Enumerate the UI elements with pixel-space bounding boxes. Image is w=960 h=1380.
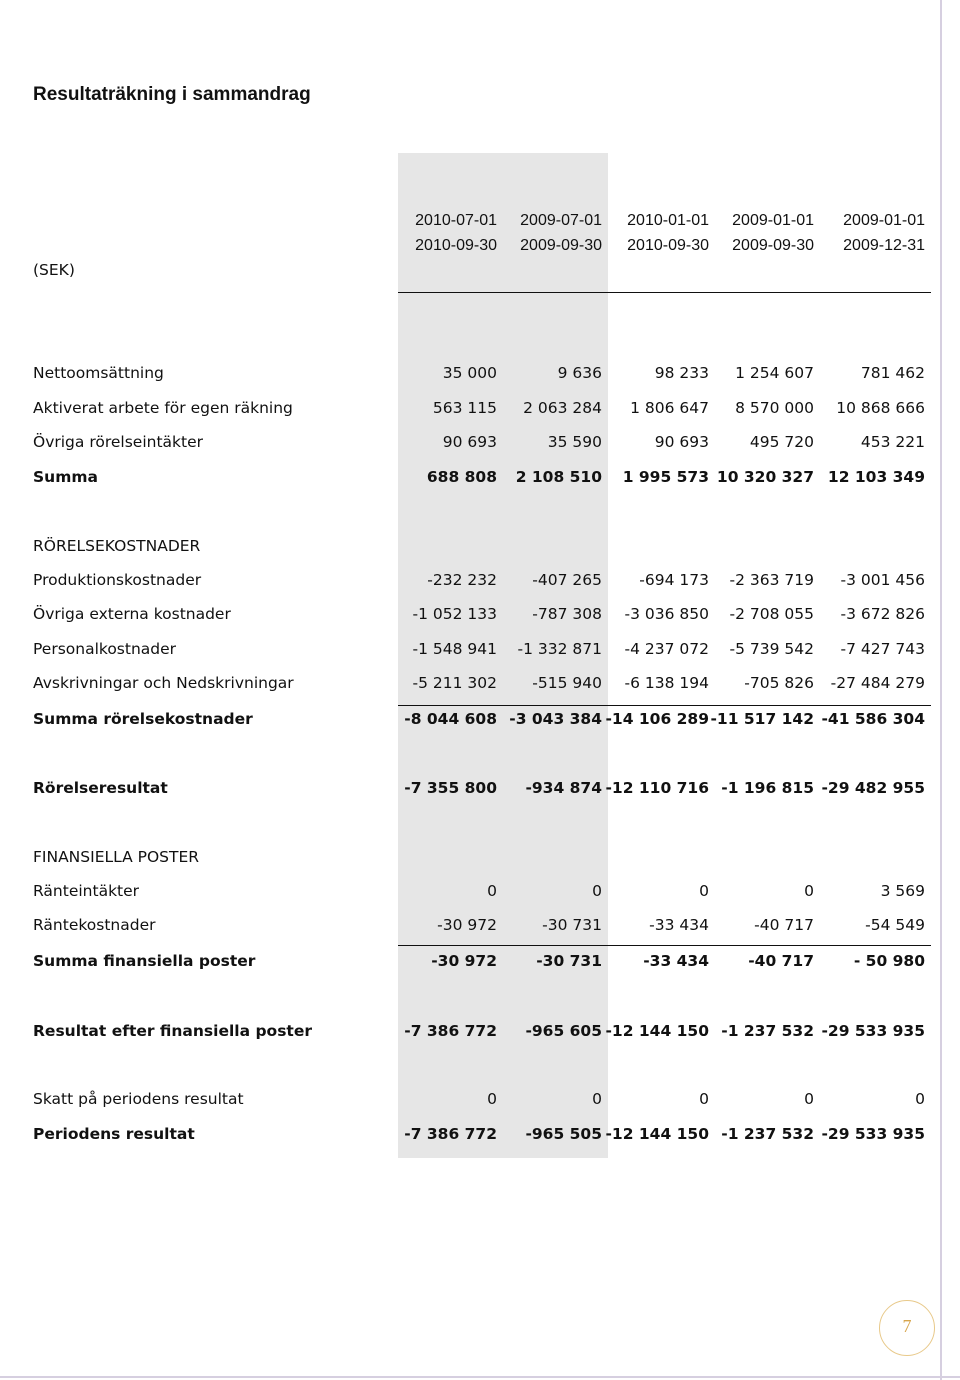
table-cell: -1 332 871 xyxy=(517,640,602,658)
table-cell: 3 569 xyxy=(880,882,925,900)
table-cell: 90 693 xyxy=(654,433,709,451)
table-cell: -1 196 815 xyxy=(721,779,814,797)
row-label: Personalkostnader xyxy=(33,640,177,658)
table-cell: -3 043 384 xyxy=(509,710,602,728)
table-cell: 0 xyxy=(699,882,709,900)
table-cell: -33 434 xyxy=(643,952,709,970)
column-header-3-from: 2010-01-01 xyxy=(627,212,709,229)
row-label: Övriga externa kostnader xyxy=(33,605,231,623)
table-cell: -54 549 xyxy=(865,916,925,934)
column-header-2-to: 2009-09-30 xyxy=(520,237,602,254)
row-label: Nettoomsättning xyxy=(33,364,164,382)
table-cell: 0 xyxy=(915,1090,925,1108)
table-cell: -12 110 716 xyxy=(605,779,709,797)
table-cell: -41 586 304 xyxy=(821,710,925,728)
table-cell: -1 052 133 xyxy=(412,605,497,623)
table-cell: -30 731 xyxy=(542,916,602,934)
column-header-5-from: 2009-01-01 xyxy=(843,212,925,229)
table-cell: 688 808 xyxy=(426,468,497,486)
table-cell: 98 233 xyxy=(654,364,709,382)
table-cell: 0 xyxy=(804,882,814,900)
table-cell: -3 672 826 xyxy=(840,605,925,623)
table-cell: -2 363 719 xyxy=(729,571,814,589)
table-cell: - 50 980 xyxy=(853,952,925,970)
table-cell: 35 590 xyxy=(547,433,602,451)
row-label: Produktionskostnader xyxy=(33,571,202,589)
table-cell: 563 115 xyxy=(432,399,497,417)
table-cell: -1 237 532 xyxy=(721,1022,814,1040)
row-label: Ränteintäkter xyxy=(33,882,140,900)
table-cell: 0 xyxy=(699,1090,709,1108)
table-cell: 781 462 xyxy=(860,364,925,382)
table-cell: -232 232 xyxy=(427,571,497,589)
table-cell: -6 138 194 xyxy=(624,674,709,692)
table-cell: -40 717 xyxy=(748,952,814,970)
page-border-right xyxy=(940,0,942,1380)
table-cell: 35 000 xyxy=(442,364,497,382)
table-cell: -1 548 941 xyxy=(412,640,497,658)
table-cell: 0 xyxy=(804,1090,814,1108)
section-heading: RÖRELSEKOSTNADER xyxy=(33,537,201,555)
table-cell: -3 036 850 xyxy=(624,605,709,623)
table-cell: 1 254 607 xyxy=(735,364,814,382)
table-cell: -705 826 xyxy=(744,674,814,692)
table-cell: -12 144 150 xyxy=(605,1125,709,1143)
table-cell: 1 995 573 xyxy=(622,468,709,486)
row-label: Periodens resultat xyxy=(33,1125,195,1143)
table-cell: -8 044 608 xyxy=(404,710,497,728)
table-cell: -33 434 xyxy=(649,916,709,934)
table-cell: -5 739 542 xyxy=(729,640,814,658)
table-cell: -29 533 935 xyxy=(821,1125,925,1143)
table-cell: 453 221 xyxy=(860,433,925,451)
table-cell: 10 320 327 xyxy=(716,468,814,486)
column-header-3-to: 2010-09-30 xyxy=(627,237,709,254)
table-cell: -7 355 800 xyxy=(404,779,497,797)
row-label: Summa finansiella poster xyxy=(33,952,256,970)
table-cell: -3 001 456 xyxy=(840,571,925,589)
table-cell: -787 308 xyxy=(532,605,602,623)
section-heading: FINANSIELLA POSTER xyxy=(33,848,200,866)
table-cell: -965 505 xyxy=(525,1125,602,1143)
row-label: Summa xyxy=(33,468,98,486)
row-label: Skatt på periodens resultat xyxy=(33,1090,244,1108)
table-cell: 495 720 xyxy=(749,433,814,451)
row-label: Avskrivningar och Nedskrivningar xyxy=(33,674,294,692)
column-header-1-from: 2010-07-01 xyxy=(415,212,497,229)
table-cell: -5 211 302 xyxy=(412,674,497,692)
column-header-2-from: 2009-07-01 xyxy=(520,212,602,229)
table-cell: 8 570 000 xyxy=(735,399,814,417)
table-cell: -515 940 xyxy=(532,674,602,692)
table-cell: -30 731 xyxy=(536,952,602,970)
table-cell: 0 xyxy=(592,882,602,900)
table-cell: -30 972 xyxy=(437,916,497,934)
header-rule xyxy=(398,292,931,293)
subtotal-rule xyxy=(398,705,931,706)
table-cell: 2 063 284 xyxy=(523,399,602,417)
table-cell: -694 173 xyxy=(639,571,709,589)
row-label: Rörelseresultat xyxy=(33,779,168,797)
subtotal-rule xyxy=(398,945,931,946)
table-cell: 90 693 xyxy=(442,433,497,451)
table-cell: -2 708 055 xyxy=(729,605,814,623)
table-cell: 0 xyxy=(487,882,497,900)
table-cell: -27 484 279 xyxy=(830,674,925,692)
page-number: 7 xyxy=(902,1316,912,1336)
row-label: Summa rörelsekostnader xyxy=(33,710,253,728)
row-label: Övriga rörelseintäkter xyxy=(33,433,203,451)
row-label: Aktiverat arbete för egen räkning xyxy=(33,399,293,417)
table-cell: -7 386 772 xyxy=(404,1125,497,1143)
table-cell: 10 868 666 xyxy=(836,399,925,417)
table-cell: -4 237 072 xyxy=(624,640,709,658)
column-header-1-to: 2010-09-30 xyxy=(415,237,497,254)
table-cell: 9 636 xyxy=(557,364,602,382)
table-cell: -965 605 xyxy=(525,1022,602,1040)
column-header-4-from: 2009-01-01 xyxy=(732,212,814,229)
table-cell: 0 xyxy=(592,1090,602,1108)
column-header-5-to: 2009-12-31 xyxy=(843,237,925,254)
table-cell: -7 386 772 xyxy=(404,1022,497,1040)
table-cell: -14 106 289 xyxy=(605,710,709,728)
table-cell: -407 265 xyxy=(532,571,602,589)
document-title: Resultaträkning i sammandrag xyxy=(33,84,311,105)
column-header-4-to: 2009-09-30 xyxy=(732,237,814,254)
table-cell: -30 972 xyxy=(431,952,497,970)
table-cell: -1 237 532 xyxy=(721,1125,814,1143)
page-border-bottom xyxy=(0,1376,960,1378)
row-label: Räntekostnader xyxy=(33,916,156,934)
table-cell: -7 427 743 xyxy=(840,640,925,658)
table-cell: -29 533 935 xyxy=(821,1022,925,1040)
table-cell: -12 144 150 xyxy=(605,1022,709,1040)
table-cell: -29 482 955 xyxy=(821,779,925,797)
table-cell: -11 517 142 xyxy=(710,710,814,728)
table-cell: 12 103 349 xyxy=(827,468,925,486)
table-cell: 1 806 647 xyxy=(630,399,709,417)
table-cell: -934 874 xyxy=(525,779,602,797)
table-cell: 0 xyxy=(487,1090,497,1108)
unit-label: (SEK) xyxy=(33,261,75,279)
row-label: Resultat efter finansiella poster xyxy=(33,1022,312,1040)
table-cell: 2 108 510 xyxy=(515,468,602,486)
table-cell: -40 717 xyxy=(754,916,814,934)
